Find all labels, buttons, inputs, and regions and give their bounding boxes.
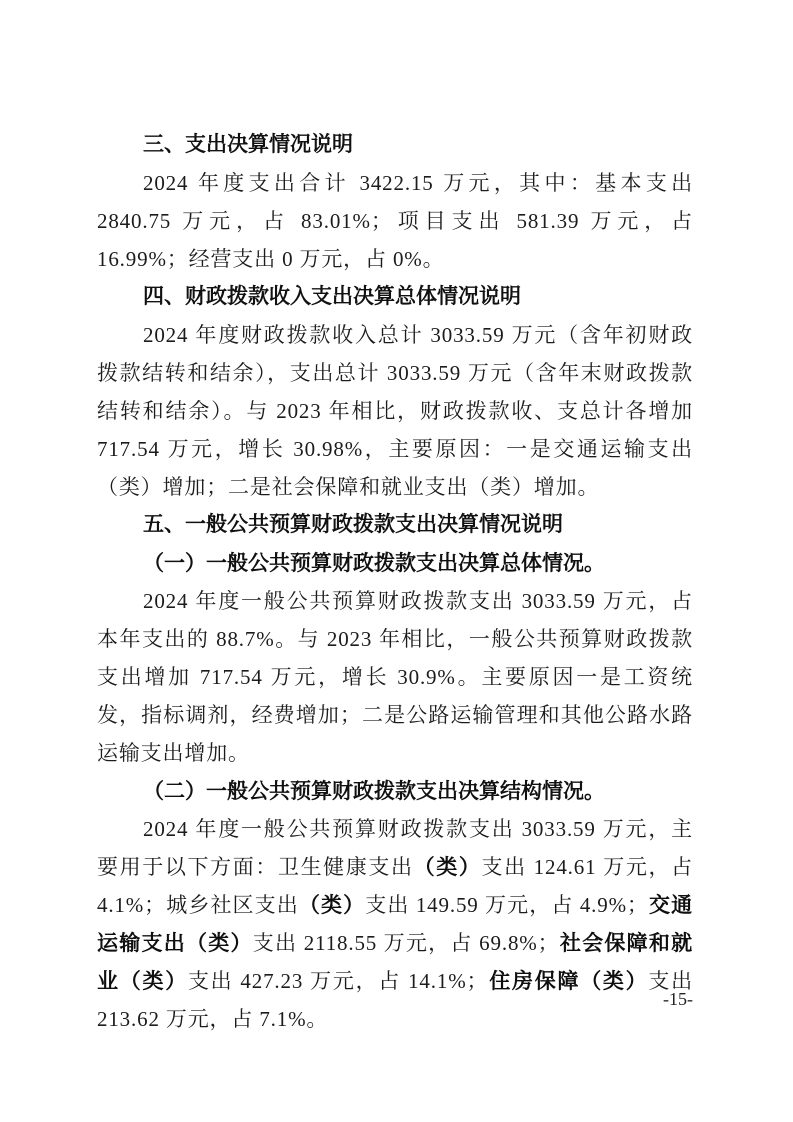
- section-three-heading: 三、支出决算情况说明: [143, 133, 353, 156]
- section-five-sub2-heading: （二）一般公共预算财政拨款支出决算结构情况。: [143, 779, 605, 803]
- document-content: [97, 126, 693, 1038]
- section-five-sub2-paragraph: 2024 年度一般公共预算财政拨款支出 3033.59 万元，主要用于以下方面：卫生健康支出（类）支出 124.61 万元，占 4.1%；城乡社区支出（类）支出 149.59 万元，占 4.9%；交通运输支出（类）支出 2118.55 万元，占 69.8%；社会保障和就业（类）支出 427.23 万元，占 14.1%；住房保障（类）支出 213.62 万元，占 7.1%。: [97, 817, 693, 1031]
- section-three-paragraph: 2024 年度支出合计 3422.15 万元，其中：基本支出 2840.75 万元，占 83.01%；项目支出 581.39 万元，占 16.99%；经营支出 0 万元，占 0%。: [97, 171, 693, 271]
- section-four-paragraph: 2024 年度财政拨款收入总计 3033.59 万元（含年初财政拨款结转和结余），支出总计 3033.59 万元（含年末财政拨款结转和结余）。与 2023 年相比，财政拨款收、支总计各增加 717.54 万元，增长 30.98%，主要原因：一是交通运输支出（类）增加；二是社会保障和就业支出（类）增加。: [97, 323, 693, 499]
- section-five-sub1-paragraph: 2024 年度一般公共预算财政拨款支出 3033.59 万元，占本年支出的 88.7%。与 2023 年相比，一般公共预算财政拨款支出增加 717.54 万元，增长 30.9%。主要原因一是工资统发，指标调剂，经费增加；二是公路运输管理和其他公路水路运输支出增加。: [97, 589, 693, 765]
- section-five-sub1-heading: （一）一般公共预算财政拨款支出决算总体情况。: [143, 551, 605, 575]
- section-five-heading: 五、一般公共预算财政拨款支出决算情况说明: [143, 513, 563, 536]
- page-number: -15-: [663, 989, 693, 1009]
- section-four-heading: 四、财政拨款收入支出决算总体情况说明: [143, 285, 521, 308]
